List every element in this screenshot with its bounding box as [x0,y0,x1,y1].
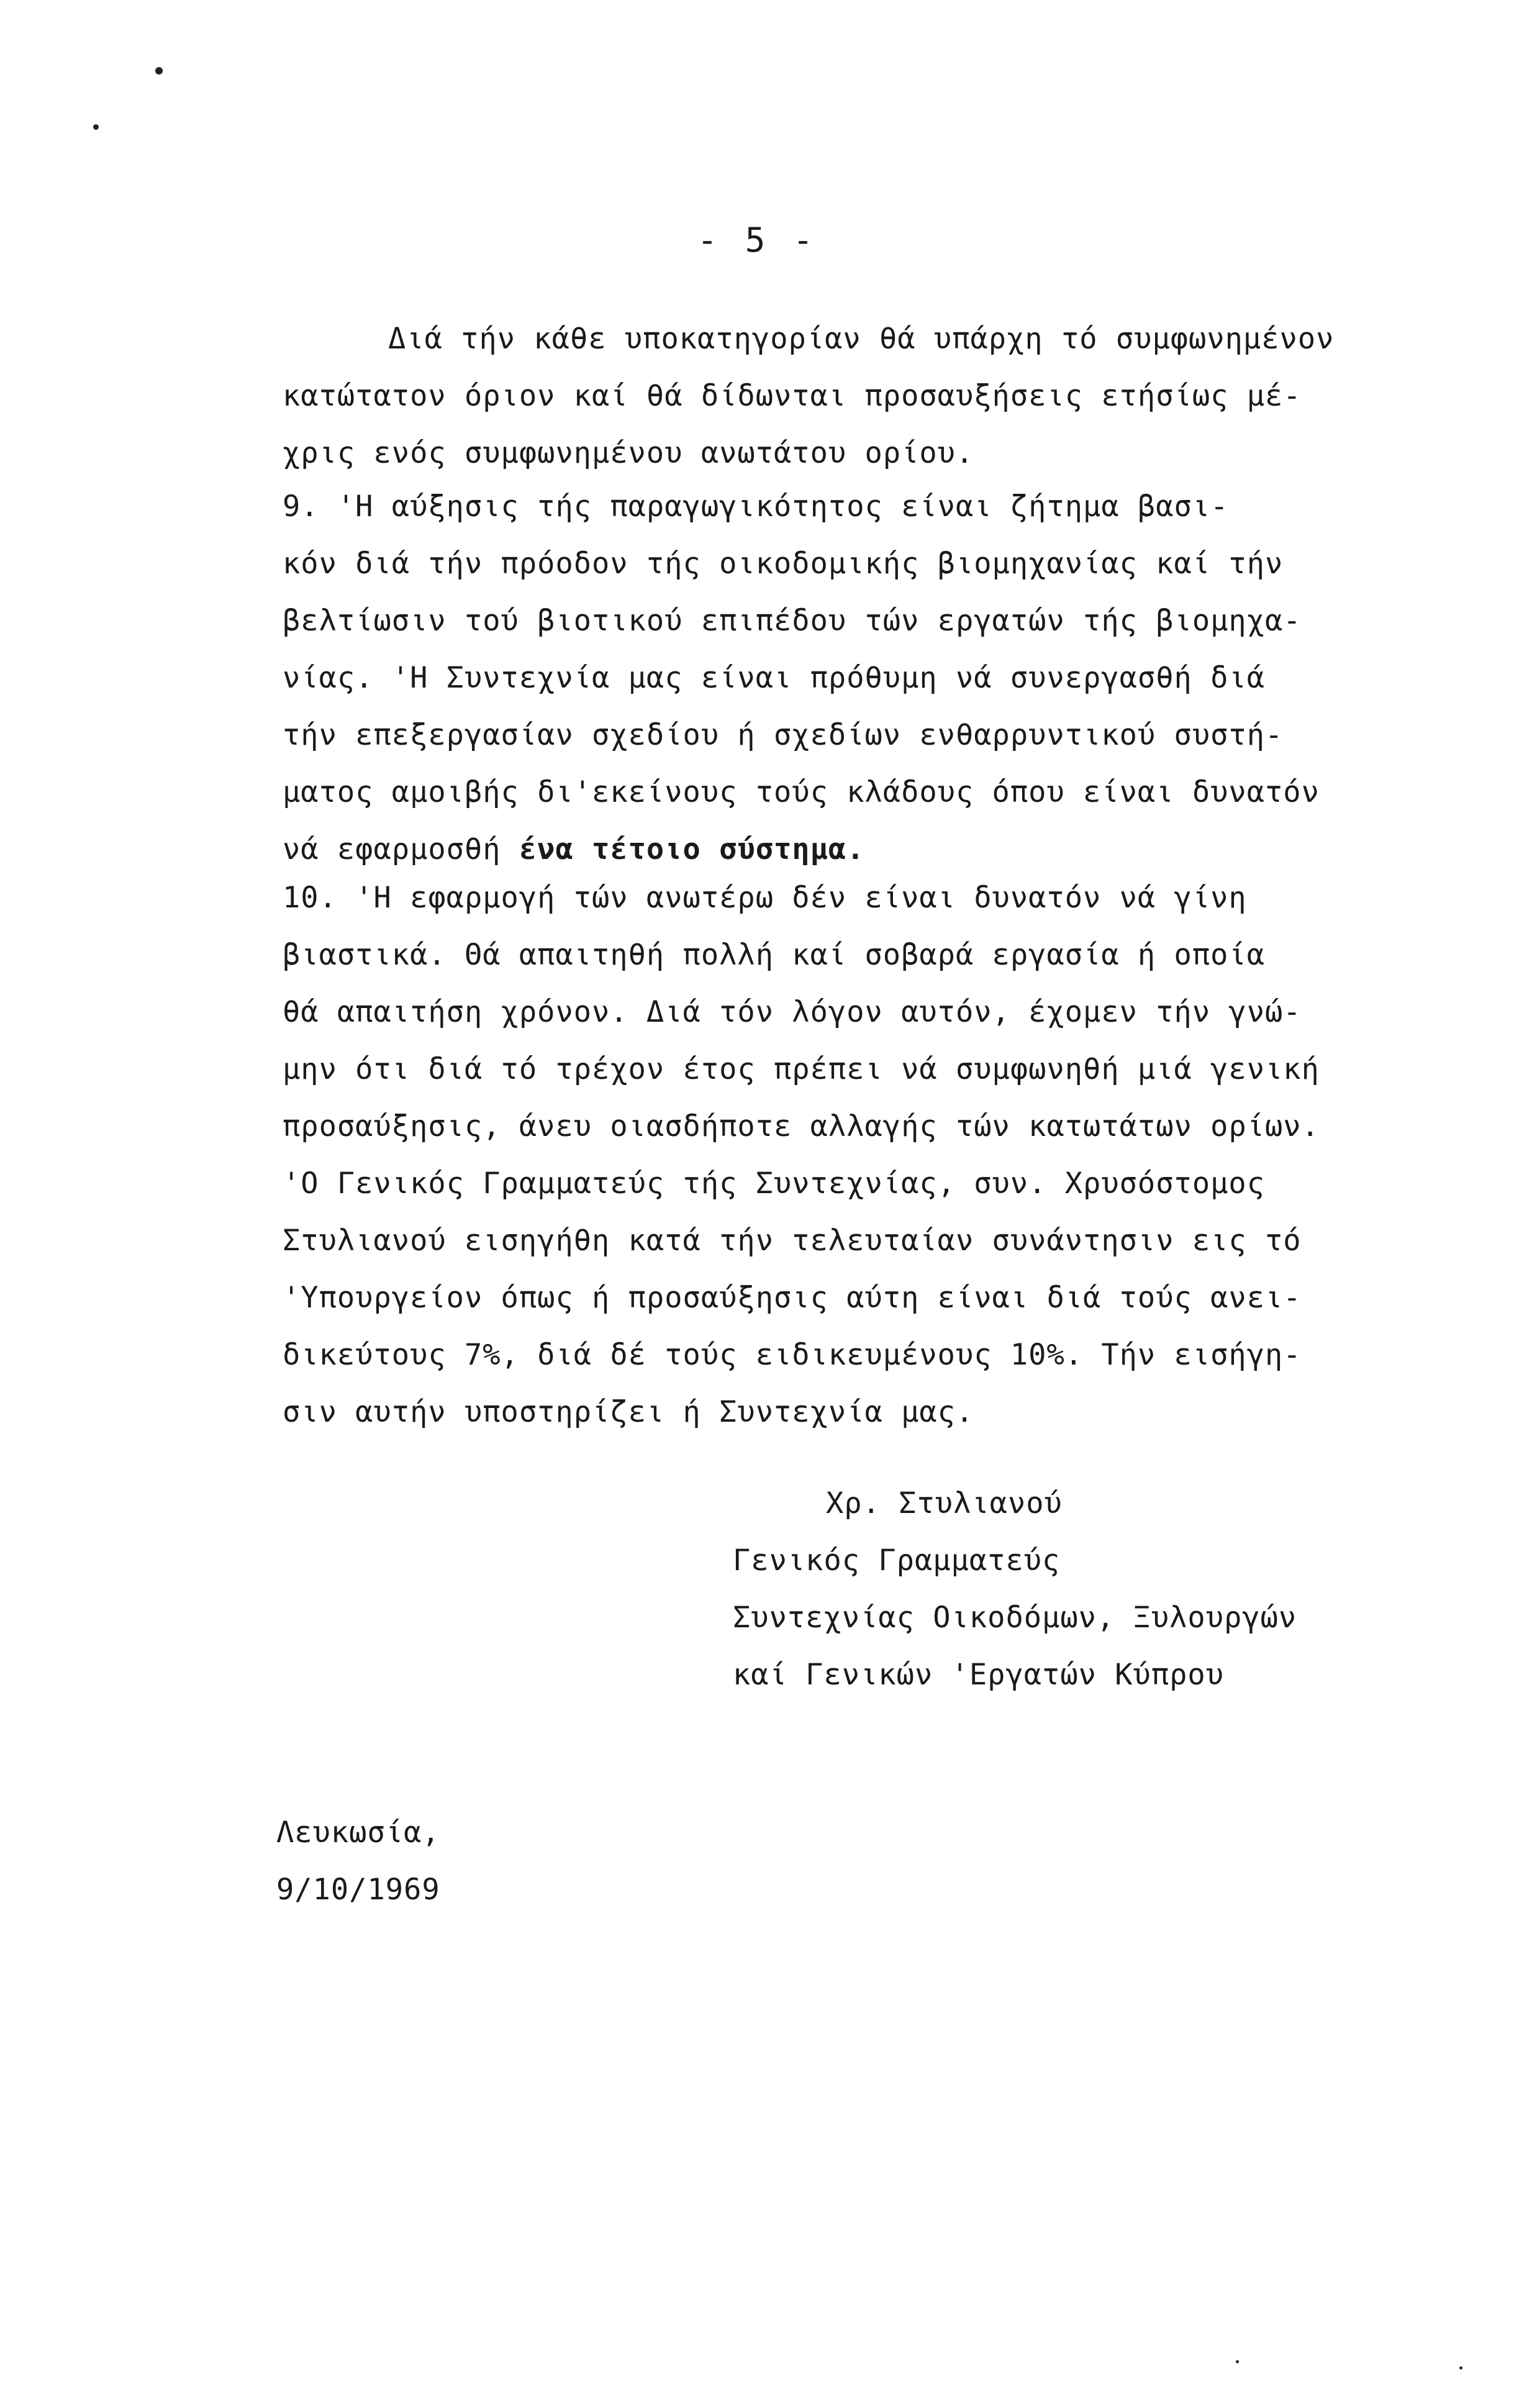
text-line: ματος αμοιβής δι'εκείνους τούς κλάδους όπου είναι δυνατόν [283,775,1320,809]
text-line: Διά τήν κάθε υποκατηγορίαν θά υπάρχη τό συμφωνημένον [388,322,1335,356]
text-segment: νά εφαρμοσθή [283,832,519,866]
text-line: 9. 'Η αύξησις τής παραγωγικότητος είναι ζήτημα βασι- [283,489,1229,524]
page-number: - 5 - [697,220,817,260]
scan-speck [93,124,99,130]
text-line: σιν αυτήν υποστηρίζει ή Συντεχνία μας. [283,1395,974,1429]
signatory-title: Γενικός Γραμματεύς [733,1543,1061,1578]
signatory-organization: καί Γενικών 'Εργατών Κύπρου [733,1658,1225,1692]
text-line: μην ότι διά τό τρέχον έτος πρέπει νά συμφωνηθή μιά γενική [283,1052,1320,1086]
text-line: κατώτατον όριον καί θά δίδωνται προσαυξήσεις ετήσίως μέ- [283,379,1302,413]
text-line: 10. 'Η εφαρμογή τών ανωτέρω δέν είναι δυνατόν νά γίνη [283,881,1247,915]
text-line: κόν διά τήν πρόοδον τής οικοδομικής βιομηχανίας καί τήν [283,547,1284,581]
paragraph-10 [283,870,1369,1441]
text-line: θά απαιτήση χρόνον. Διά τόν λόγον αυτόν, έχομεν τήν γνώ- [283,995,1302,1029]
text-line: βιαστικά. Θά απαιτηθή πολλή καί σοβαρά εργασία ή οποία [283,938,1266,972]
signatory-organization: Συντεχνίας Οικοδόμων, Ξυλουργών [733,1601,1297,1635]
text-line: νίας. 'Η Συντεχνία μας είναι πρόθυμη νά συνεργασθή διά [283,661,1266,695]
scan-speck [155,67,163,75]
text-line: προσαύξησις, άνευ οιασδήποτε αλλαγής τών κατωτάτων ορίων. [283,1109,1320,1143]
date: 9/10/1969 [276,1873,440,1907]
text-line: 'Υπουργείον όπως ή προσαύξησις αύτη είναι διά τούς ανει- [283,1281,1302,1315]
place: Λευκωσία, [276,1815,440,1850]
paragraph-intro [283,311,1369,482]
signatory-name: Χρ. Στυλιανού [826,1486,1063,1520]
paragraph-9 [283,478,1369,878]
text-line: Στυλιανού εισηγήθη κατά τήν τελευταίαν συνάντησιν εις τό [283,1224,1302,1258]
place-date-block [276,1804,649,1919]
text-line: 'Ο Γενικός Γραμματεύς τής Συντεχνίας, συν. Χρυσόστομος [283,1166,1266,1201]
scan-speck [1459,2366,1462,2369]
text-line: βελτίωσιν τού βιοτικού επιπέδου τών εργατών τής βιομηχα- [283,604,1302,638]
text-line: τήν επεξεργασίαν σχεδίου ή σχεδίων ενθαρρυντικού συστή- [283,718,1284,752]
bold-text-segment: ένα τέτοιο σύστημα. [519,832,865,866]
text-line: χρις ενός συμφωνημένου ανωτάτου ορίου. [283,436,974,470]
scan-speck [1236,2360,1239,2363]
text-line: δικεύτους 7%, διά δέ τούς ειδικευμένους 10%. Τήν εισήγη- [283,1338,1302,1372]
signature-block [733,1475,1354,1704]
